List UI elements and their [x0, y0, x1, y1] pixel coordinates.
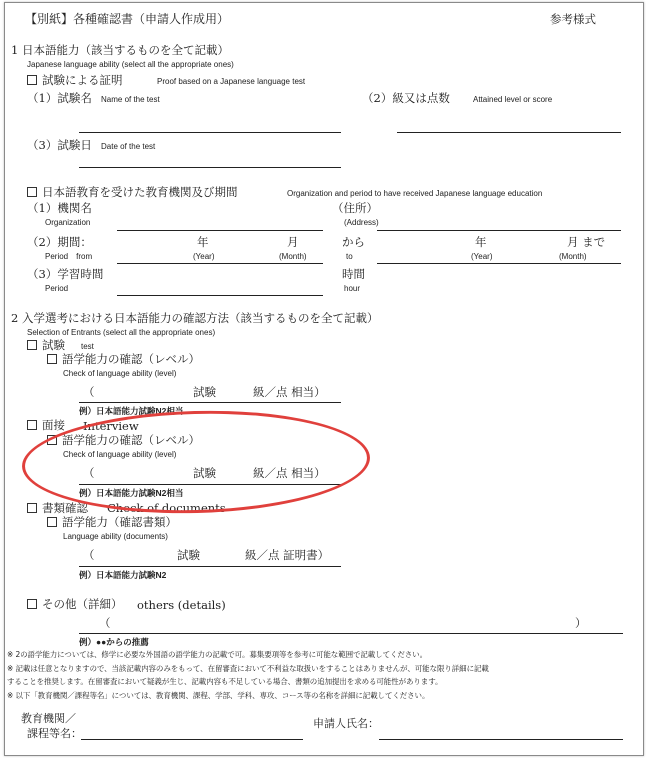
period-to-field[interactable]	[377, 263, 621, 264]
exam-label: 試験	[42, 338, 65, 352]
interview-paren-open: （	[83, 466, 95, 480]
form-title: 【別紙】各種確認書（申請人作成用）	[25, 12, 230, 26]
test-date-field[interactable]	[79, 167, 341, 168]
section1-heading-en: Japanese language ability (select all the appropriate ones)	[27, 60, 234, 69]
institution-label-line2: 課程等名：	[27, 727, 82, 740]
address-label: （住所）	[332, 201, 378, 215]
test-date-label-en: Date of the test	[101, 142, 156, 151]
note-3: ※ 以下「教育機関／課程等名」については、教育機関、課程、学部、学科、専攻、コース等の名称を詳細に記載してください。	[7, 691, 430, 700]
section2-heading-en: Selection of Entrants (select all the appropriate ones)	[27, 328, 216, 337]
docs-field[interactable]	[79, 566, 341, 567]
proof-checkbox[interactable]	[27, 75, 37, 85]
hours-label: （3）学習時間	[27, 267, 104, 281]
docs-option[interactable]	[27, 503, 88, 515]
applicant-name-label: 申請人氏名：	[313, 717, 379, 730]
note-2: ※ 記載は任意となりますので、当該記載内容のみをもって、在留審査において不利益な取扱いをすることはありませんが、可能な限り詳細に記載	[7, 664, 489, 673]
interview-checkbox[interactable]	[27, 420, 37, 430]
interview-check-label: 語学能力の確認（レベル）	[62, 433, 200, 447]
note-1: ※ 2の語学能力については、修学に必要な外国語の語学能力の記載で可。募集要項等を参考に可能な範囲で記載してください。	[7, 650, 427, 659]
proof-label: 試験による証明	[42, 73, 123, 87]
other-paren-close: ）	[575, 616, 587, 630]
study-hours-field[interactable]	[117, 295, 323, 296]
test-name-field[interactable]	[79, 132, 341, 133]
docs-shiken: 試験	[177, 548, 200, 562]
edu-label: 日本語教育を受けた教育機関及び期間	[42, 185, 238, 199]
exam-level-field[interactable]	[79, 402, 341, 403]
period-label: （2）期間：	[27, 235, 92, 249]
address-field[interactable]	[377, 230, 621, 231]
test-date-label: （3）試験日	[27, 138, 92, 152]
to-year-label-en: (Year)	[471, 252, 493, 261]
proof-label-en: Proof based on a Japanese language test	[157, 77, 306, 86]
interview-example: 例）日本語能力試験N2相当	[79, 488, 184, 498]
address-label-en: (Address)	[344, 218, 379, 227]
from-year-label-en: (Year)	[193, 252, 215, 261]
level-field[interactable]	[397, 132, 621, 133]
jikan-label: 時間	[342, 267, 365, 281]
from-month-label-en: (Month)	[279, 252, 307, 261]
exam-example: 例）日本語能力試験N2相当	[79, 406, 184, 416]
org-field[interactable]	[117, 230, 323, 231]
note-2-cont: することを推奨します。在留審査において疑義が生じ、記載内容も不足している場合、書類の追加提出を求める可能性があります。	[7, 677, 443, 686]
exam-paren-open: （	[83, 385, 95, 399]
proof-by-test-option[interactable]	[27, 75, 123, 87]
form-sheet	[4, 2, 644, 756]
from-month-label: 月	[287, 235, 299, 249]
kara-label: から	[342, 235, 365, 249]
exam-option[interactable]	[27, 340, 65, 352]
period-from-field[interactable]	[117, 263, 323, 264]
level-label: （2）級又は点数	[362, 91, 450, 105]
edu-label-en: Organization and period to have received Japanese language education	[287, 189, 543, 198]
highlight-oval	[21, 406, 372, 517]
edu-checkbox[interactable]	[27, 187, 37, 197]
exam-check-label: 語学能力の確認（レベル）	[62, 352, 200, 366]
institution-label-line1: 教育機関／	[21, 712, 76, 725]
level-label-en: Attained level or score	[473, 95, 553, 104]
org-label: （1）機関名	[27, 201, 92, 215]
exam-check-option[interactable]	[47, 354, 200, 366]
docs-sub-checkbox[interactable]	[47, 517, 57, 527]
exam-checkbox[interactable]	[27, 340, 37, 350]
exam-label-en: test	[81, 342, 94, 351]
exam-check-label-en: Check of language ability (level)	[63, 369, 177, 378]
docs-shomei: 級／点 証明書）	[245, 548, 330, 562]
to-label-en: to	[346, 252, 353, 261]
period-label-en: Period from	[45, 252, 93, 261]
other-option[interactable]	[27, 599, 123, 611]
docs-sub-label-en: Language ability (documents)	[63, 532, 168, 541]
interview-label: 面接	[42, 418, 65, 432]
docs-sub-label: 語学能力（確認書類）	[62, 515, 177, 529]
edu-option[interactable]	[27, 187, 238, 199]
other-example: 例）●●からの推薦	[79, 637, 149, 647]
other-label: その他（詳細）	[42, 597, 123, 611]
section2-heading: 2 入学選考における日本語能力の確認方法（該当するものを全て記載）	[11, 311, 379, 325]
made-label: 月 まで	[567, 235, 606, 249]
docs-label: 書類確認	[42, 501, 88, 515]
docs-label-en: Check of documents	[107, 501, 226, 515]
other-checkbox[interactable]	[27, 599, 37, 609]
other-label-en: others (details)	[137, 598, 226, 612]
interview-option[interactable]	[27, 420, 65, 432]
from-year-label: 年	[197, 235, 209, 249]
docs-paren-open: （	[83, 548, 95, 562]
test-name-label: （1）試験名	[27, 91, 92, 105]
interview-check-label-en: Check of language ability (level)	[63, 450, 177, 459]
institution-name-field[interactable]	[81, 739, 303, 740]
form-type-label: 参考様式	[550, 12, 596, 26]
exam-check-checkbox[interactable]	[47, 354, 57, 364]
docs-example: 例）日本語能力試験N2	[79, 570, 167, 580]
to-year-label: 年	[475, 235, 487, 249]
docs-checkbox[interactable]	[27, 503, 37, 513]
other-paren-open: （	[99, 616, 111, 630]
exam-shiken: 試験	[193, 385, 216, 399]
section1-heading: 1 日本語能力（該当するものを全て記載）	[11, 43, 229, 57]
interview-shiken: 試験	[193, 466, 216, 480]
hours-label-en: Period	[45, 284, 69, 293]
hour-label-en: hour	[344, 284, 361, 293]
org-label-en: Organization	[45, 218, 91, 227]
other-details-field[interactable]	[79, 633, 623, 634]
to-month-label-en: (Month)	[559, 252, 587, 261]
applicant-name-field[interactable]	[379, 739, 623, 740]
interview-kyuten: 級／点 相当）	[253, 466, 326, 480]
interview-label-en: Interview	[83, 419, 139, 433]
docs-sub-option[interactable]	[47, 517, 177, 529]
test-name-label-en: Name of the test	[101, 95, 160, 104]
exam-kyuten: 級／点 相当）	[253, 385, 326, 399]
